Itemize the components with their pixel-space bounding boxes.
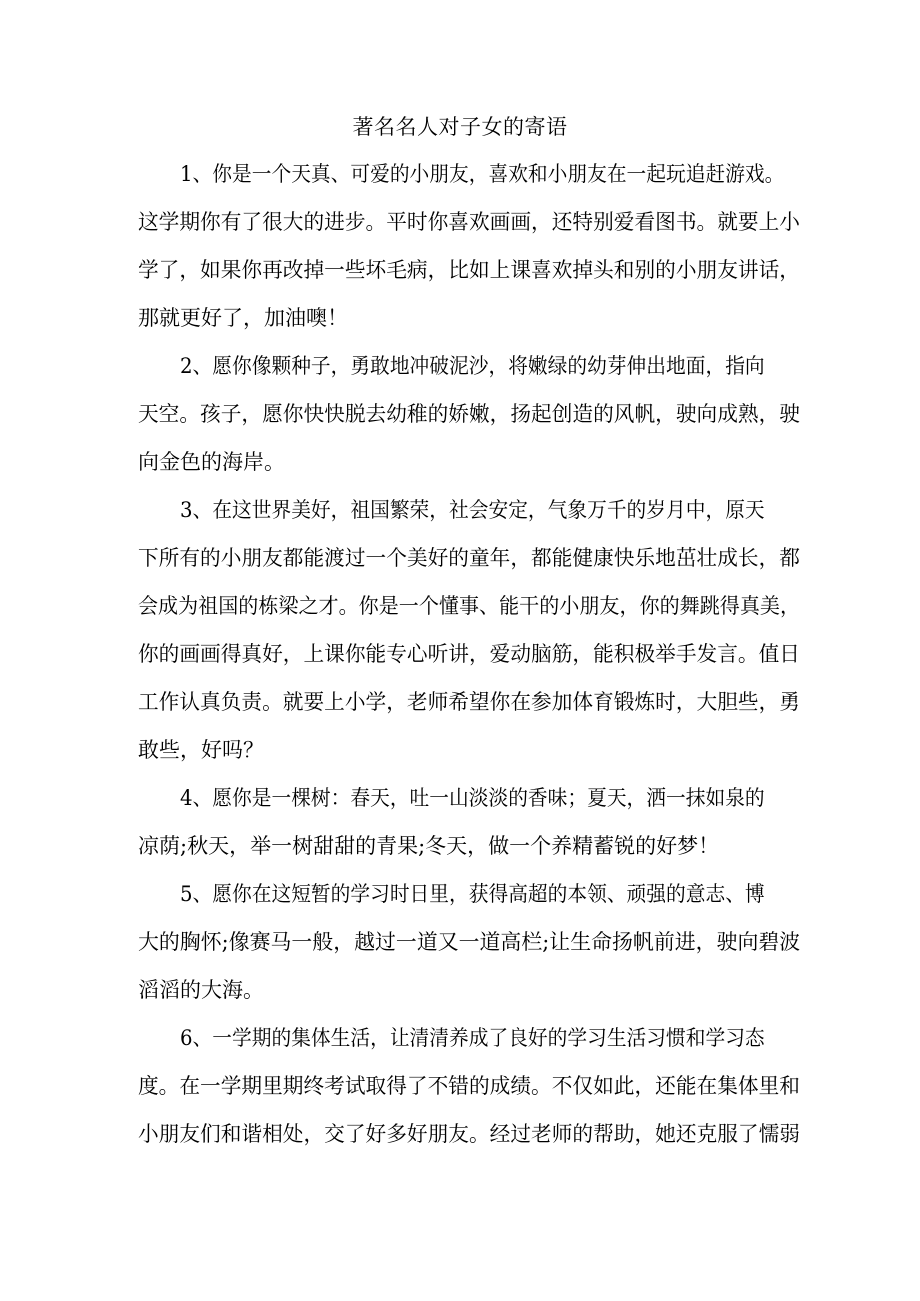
paragraph-3-line-2: 下所有的小朋友都能渡过一个美好的童年，都能健康快乐地茁壮成长，都	[138, 546, 800, 570]
paragraph-5-line-3: 滔滔的大海。	[138, 978, 264, 1002]
paragraph-5-line-1: 5、愿你在这短暂的学习时日里，获得高超的本领、顽强的意志、博	[180, 882, 765, 906]
paragraph-4-line-2: 凉荫;秋天，举一树甜甜的青果;冬天，做一个养精蓄锐的好梦！	[138, 834, 720, 858]
paragraph-5-line-2: 大的胸怀;像赛马一般，越过一道又一道高栏;让生命扬帆前进，驶向碧波	[138, 930, 801, 954]
paragraph-4-line-1: 4、愿你是一棵树：春天，吐一山淡淡的香味；夏天，洒一抹如泉的	[180, 786, 765, 810]
paragraph-1-line-4: 那就更好了，加油噢！	[138, 306, 348, 330]
paragraph-3-line-3: 会成为祖国的栋梁之才。你是一个懂事、能干的小朋友，你的舞跳得真美，	[138, 594, 801, 618]
paragraph-3-line-5: 工作认真负责。就要上小学，老师希望你在参加体育锻炼时，大胆些，勇	[138, 690, 800, 714]
paragraph-1-line-2: 这学期你有了很大的进步。平时你喜欢画画，还特别爱看图书。就要上小	[138, 210, 800, 234]
paragraph-2-line-1: 2、愿你像颗种子，勇敢地冲破泥沙，将嫩绿的幼芽伸出地面，指向	[180, 354, 765, 378]
paragraph-6-line-2: 度。在一学期里期终考试取得了不错的成绩。不仅如此，还能在集体里和	[138, 1074, 800, 1098]
document-title: 著名名人对子女的寄语	[352, 115, 568, 139]
paragraph-1-line-3: 学了，如果你再改掉一些坏毛病，比如上课喜欢掉头和别的小朋友讲话，	[138, 258, 800, 282]
paragraph-2-line-2: 天空。孩子，愿你快快脱去幼稚的娇嫩，扬起创造的风帆，驶向成熟，驶	[138, 402, 800, 426]
paragraph-6-line-1: 6、一学期的集体生活，让清清养成了良好的学习生活习惯和学习态	[180, 1026, 765, 1050]
paragraph-3-line-4: 你的画画得真好，上课你能专心听讲，爱动脑筋，能积极举手发言。值日	[138, 642, 800, 666]
paragraph-2-line-3: 向金色的海岸。	[138, 450, 285, 474]
paragraph-1-line-1: 1、你是一个天真、可爱的小朋友，喜欢和小朋友在一起玩追赶游戏。	[180, 162, 785, 186]
paragraph-6-line-3: 小朋友们和谐相处，交了好多好朋友。经过老师的帮助，她还克服了懦弱	[138, 1122, 800, 1146]
paragraph-3-line-6: 敢些，好吗？	[138, 738, 264, 762]
paragraph-3-line-1: 3、在这世界美好，祖国繁荣，社会安定，气象万千的岁月中，原天	[180, 498, 765, 522]
